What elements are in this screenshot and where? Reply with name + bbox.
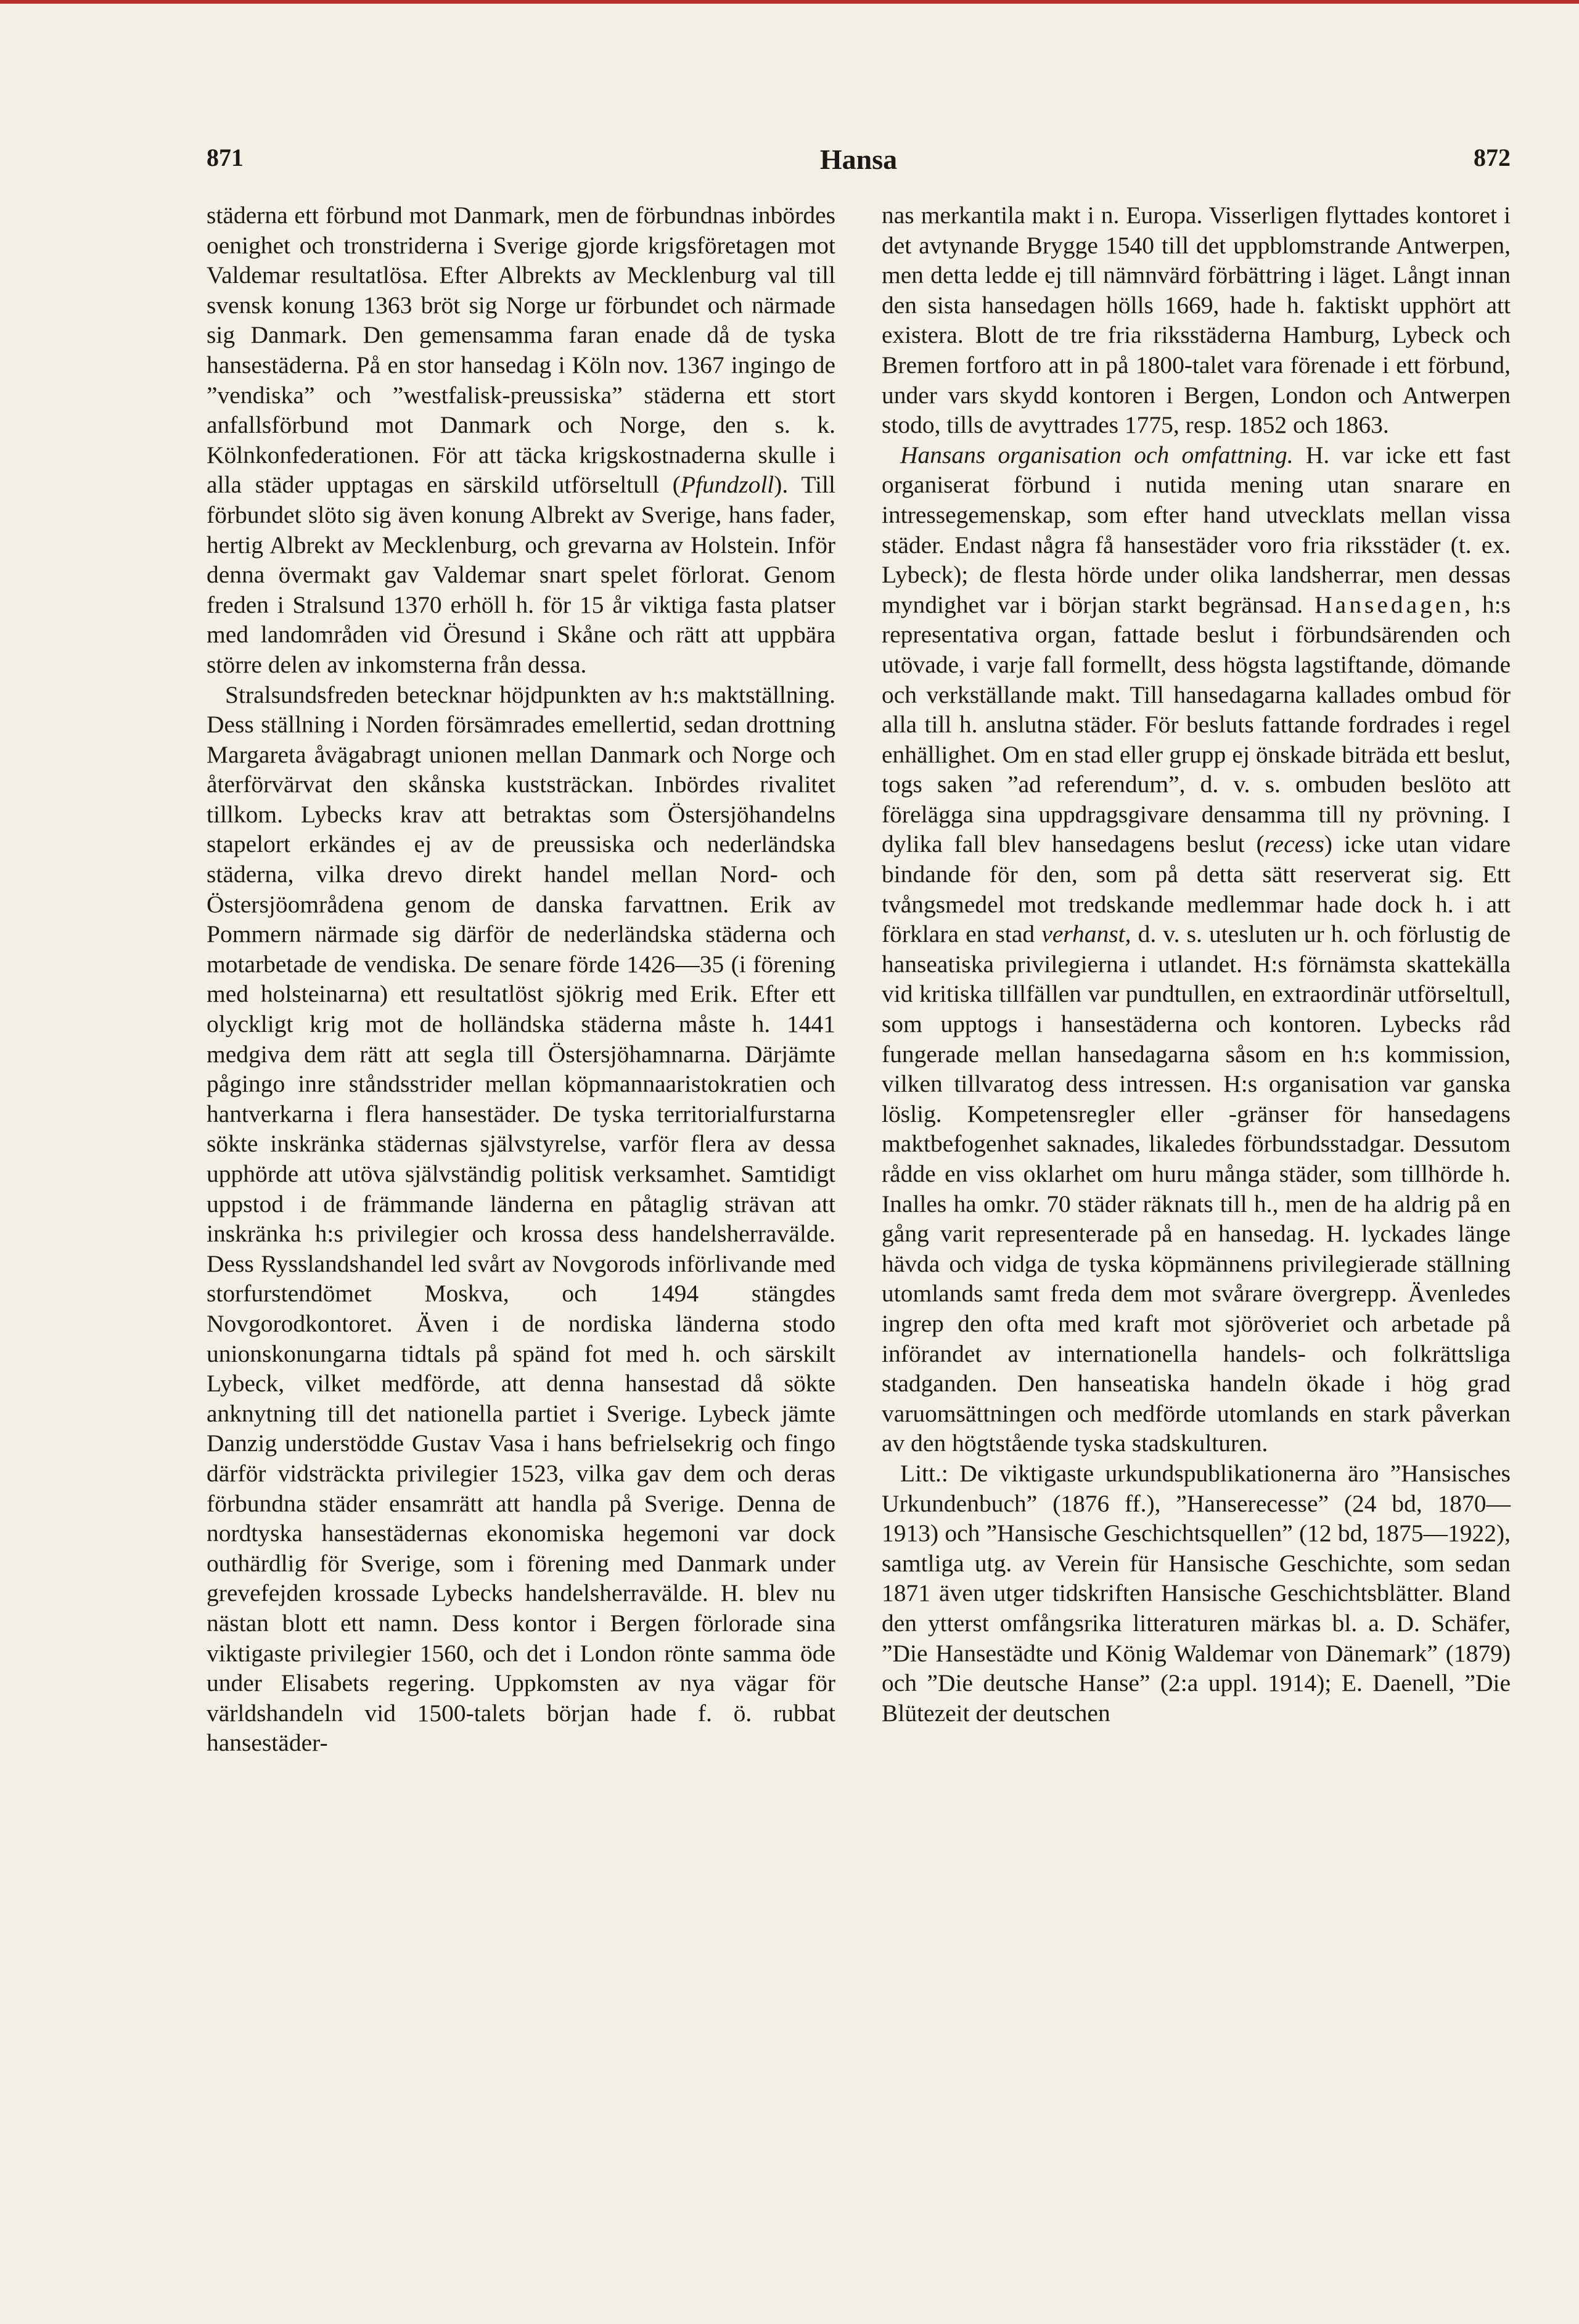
page-number-left: 871	[207, 144, 244, 171]
right-column	[882, 200, 1511, 1728]
literature-paragraph: Litt.: De viktigaste urkundspublikationerna äro ”Hansisches Urkundenbuch” (1876 ff.), ”Hanserecesse” (24 bd, 1870—1913) och ”Hansische Geschichtsquellen” (12 bd, 1875—1922), samtliga utg. av Verein für Hansische Geschichte, som sedan 1871 även utger tidskriften Hansische Geschichtsblätter. Bland den ytterst omfångsrika litteraturen märkas bl. a. D. Schäfer, ”Die Hansestädte und König Waldemar von Dänemark” (1879) och ”Die deutsche Hanse” (2:a uppl. 1914); E. Daenell, ”Die Blütezeit der deutschen	[882, 1459, 1511, 1727]
left-column	[207, 200, 835, 1758]
running-head-title: Hansa	[819, 144, 898, 175]
paragraph: nas merkantila makt i n. Europa. Visserligen flyttades kontoret i det avtynande Brygge 1540 till det uppblomstrande Antwerpen, men detta ledde ej till nämnvärd förbättring i läget. Långt innan den sista hansedagen hölls 1669, hade h. faktiskt upphört att existera. Blott de tre fria riksstäderna Hamburg, Lybeck och Bremen fortforo att in på 1800-talet vara förenade i ett förbund, under vars skydd kontoren i Bergen, London och Antwerpen stodo, tills de avyttrades 1775, resp. 1852 och 1863.	[882, 202, 1511, 439]
spaced-term: Hansedagen	[1314, 591, 1465, 618]
italic-term: Pfundzoll	[680, 471, 774, 499]
italic-term: verhanst,	[1041, 920, 1131, 948]
section-heading: Hansans organisation och omfattning.	[900, 441, 1294, 468]
italic-term: recess	[1264, 830, 1324, 858]
page-number-right: 872	[1474, 144, 1511, 171]
top-edge-line	[0, 0, 1579, 4]
paragraph: städerna ett förbund mot Danmark, men de förbundnas inbördes oenighet och tronstriderna i Sverige gjorde krigsföretagen mot Valdemar resultatlösa. Efter Albrekts av Mecklenburg val till svensk konung 1363 bröt sig Norge ur förbundet och närmade sig Danmark. Den gemensamma faran enade då de tyska hansestäderna. På en stor hansedag i Köln nov. 1367 ingingo de ”vendiska” och ”westfalisk-preussiska” städerna ett stort anfallsförbund mot Danmark och Norge, den s. k. Kölnkonfederationen. För att täcka krigskostnaderna skulle i alla städer upptagas en särskild utförseltull (Pfundzoll). Till förbundet slöto sig även konung Albrekt av Sverige, hans fader, hertig Albrekt av Mecklenburg, och grevarna av Holstein. Inför denna övermakt gav Valdemar snart spelet förlorat. Genom freden i Stralsund 1370 erhöll h. för 15 år viktiga fasta platser med landområden vid Öresund i Skåne och rätt att uppbära större delen av inkomsterna från dessa.	[207, 202, 836, 678]
paragraph: Stralsundsfreden betecknar höjdpunkten av h:s maktställning. Dess ställning i Norden försämrades emellertid, sedan drottning Margareta åvägabragt unionen mellan Danmark och Norge och återförvärvat den skånska kuststräckan. Inbördes rivalitet tillkom. Lybecks krav att betraktas som Östersjöhandelns stapelort erkändes ej av de preussiska och nederländska städerna, vilka drevo direkt handel mellan Nord- och Östersjöområdena genom de danska farvattnen. Erik av Pommern närmade sig därför de nederländska städerna och motarbetade de vendiska. De senare förde 1426—35 (i förening med holsteinarna) ett resultatlöst sjökrig med Erik. Efter ett olyckligt krig mot de holländska städerna måste h. 1441 medgiva dem rätt att segla till Östersjöhamnarna. Därjämte pågingo inre ståndsstrider mellan köpmannaaristokratien och hantverkarna i flera hansestäder. De tyska territorialfurstarna sökte inskränka städernas självstyrelse, varför flera av dessa upphörde att utöva självständig politisk verksamhet. Samtidigt uppstod i de främmande länderna en påtaglig strävan att inskränka h:s privilegier och krossa dess handelsherravälde. Dess Rysslandshandel led svårt av Novgorods införlivande med storfurstendömet Moskva, och 1494 stängdes Novgorodkontoret. Även i de nordiska länderna stodo unionskonungarna tidtals på spänd fot med h. och särskilt Lybeck, vilket medförde, att denna hansestad då sökte anknytning till det nationella partiet i Sverige. Lybeck jämte Danzig understödde Gustav Vasa i hans befrielsekrig och fingo därför vidsträckta privilegier 1523, vilka gav dem och deras förbundna städer ensamrätt att handla på Sverige. Denna de nordtyska hansestädernas ekonomiska hegemoni var dock outhärdlig för Sverige, som i förening med Danmark under grevefejden krossade Lybecks handelsherravälde. H. blev nu nästan blott ett namn. Dess kontor i Bergen förlorade sina viktigaste privilegier 1560, och det i London rönte samma öde under Elisabets regering. Uppkomsten av nya vägar för världshandeln vid 1500-talets början hade f. ö. rubbat hansestäder-	[207, 681, 835, 1757]
paragraph: Hansans organisation och omfattning. H. var icke ett fast organiserat förbund i nutida mening utan snarare en intressegemenskap, som efter hand utvecklats mellan vissa städer. Endast några få hansestäder voro fria riksstäder (t. ex. Lybeck); de flesta hörde under olika landsherrar, men dessas myndighet var i början starkt begränsad. Hansedagen, h:s representativa organ, fattade beslut i förbundsärenden och utövade, i varje fall formellt, dess högsta lagstiftande, dömande och verkställande makt. Till hansedagarna kallades ombud för alla till h. anslutna städer. För besluts fattande fordrades i regel enhällighet. Om en stad eller grupp ej önskade biträda ett beslut, togs saken ”ad referendum”, d. v. s. ombuden beslöto att förelägga sina uppdragsgivare densamma till ny prövning. I dylika fall blev hansedagens beslut (recess) icke utan vidare bindande för den, som på detta sätt reserverat sig. Ett tvångsmedel mot tredskande medlemmar hade dock h. i att förklara en stad verhanst, d. v. s. utesluten ur h. och förlustig de hanseatiska privilegierna i utlandet. H:s förnämsta skattekälla vid kritiska tillfällen var pundtullen, en extraordinär utförseltull, som upptogs i hansestäderna och kontoren. Lybecks råd fungerade mellan hansedagarna såsom en h:s kommission, vilken tillvaratog dess intressen. H:s organisation var ganska löslig. Kompetensregler eller -gränser för hansedagens maktbefogenhet saknades, likaledes förbundsstadgar. Dessutom rådde en viss oklarhet om huru många städer, som tillhörde h. Inalles ha omkr. 70 städer räknats till h., men de ha aldrig på en gång varit representerade på en hansedag. H. lyckades länge hävda och vidga de tyska köpmännens privilegierade ställning utomlands samt freda dem mot svårare övergrepp. Ävenledes ingrep den ofta med kraft mot sjöröveriet och arbetade på införandet av internationella handels- och folkrättsliga stadganden. Den hanseatiska handeln ökade i hög grad varuomsättningen och medförde utomlands en stark påverkan av den högtstående tyska stadskulturen.	[882, 441, 1511, 1457]
page-header	[207, 143, 1511, 180]
